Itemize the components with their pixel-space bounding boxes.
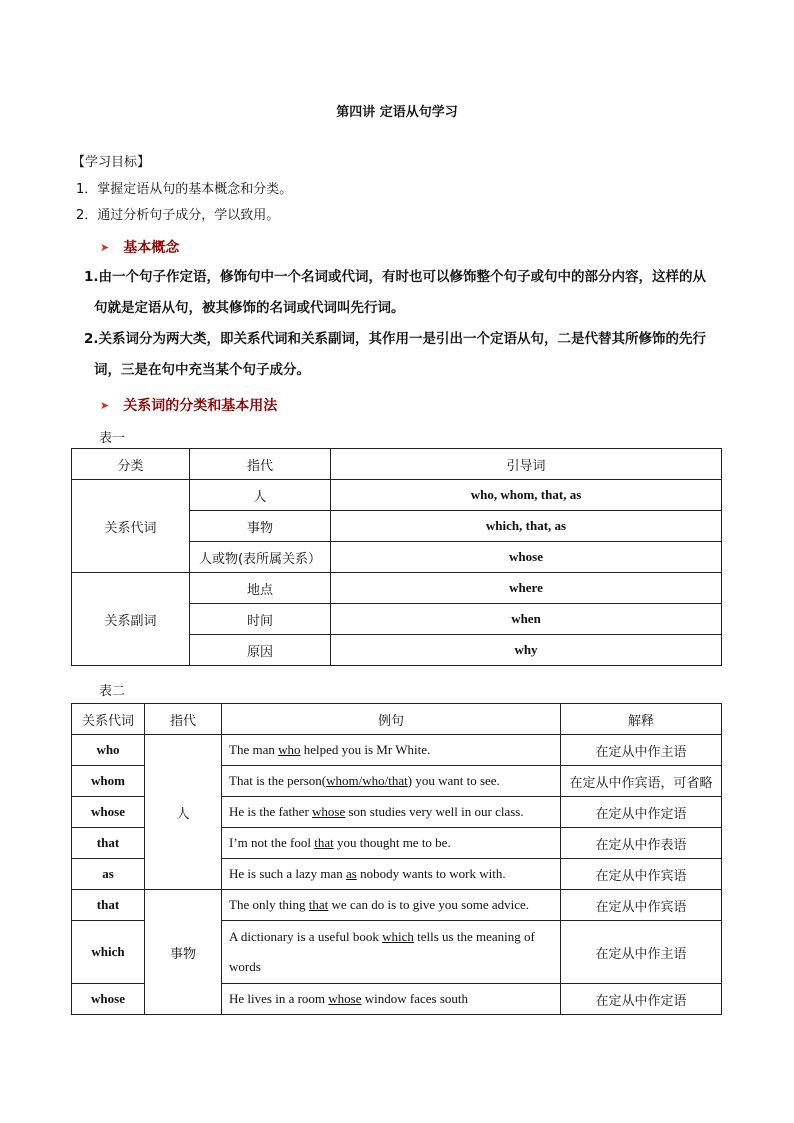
table-header-cell: 引导词 <box>331 449 722 480</box>
ref-cell: 地点 <box>190 573 331 604</box>
table-header-cell: 分类 <box>72 449 190 480</box>
example-text: I’m not the fool <box>229 835 315 850</box>
example-text: That is the person( <box>229 773 327 788</box>
pronoun-cell: whom <box>72 766 145 797</box>
note-cell: 在定从中作宾语 <box>561 859 722 890</box>
ref-cell: 人 <box>145 735 222 890</box>
example-text: He lives in a room <box>229 991 329 1006</box>
table-label: 表二 <box>99 684 126 699</box>
example-cell <box>222 828 561 859</box>
pronoun-cell: which <box>72 921 145 984</box>
example-text: helped you is Mr White. <box>300 742 431 757</box>
ref-cell: 时间 <box>190 604 331 635</box>
table-header-cell: 指代 <box>190 449 331 480</box>
example-relative-word: that <box>314 835 334 850</box>
example-text: nobody wants to work with. <box>356 866 506 881</box>
table-row <box>72 890 722 921</box>
pronoun-cell: who <box>72 735 145 766</box>
section-heading-label: 基本概念 <box>123 240 180 256</box>
words-cell: why <box>331 635 722 666</box>
section-heading-basic <box>100 237 179 257</box>
relative-words-table <box>71 448 722 666</box>
table-label: 表一 <box>99 431 126 446</box>
table-header-row <box>72 449 722 480</box>
ref-cell: 事物 <box>145 890 222 1015</box>
concept-paragraph <box>84 262 724 324</box>
example-cell <box>222 859 561 890</box>
relative-pronoun-examples-table <box>71 703 722 1015</box>
words-cell: when <box>331 604 722 635</box>
concept-line: 2.关系词分为两大类，即关系代词和关系副词，其作用一是引出一个定语从句，二是代替其所修饰的先行 <box>84 331 707 347</box>
ref-cell: 人或物(表所属关系） <box>190 542 331 573</box>
example-text: tells us the meaning of words <box>229 929 535 974</box>
example-text: ) you want to see. <box>407 773 500 788</box>
section-heading-relatives <box>100 395 277 415</box>
learning-goals-header: 【学习目标】 <box>72 155 151 170</box>
pronoun-cell: as <box>72 859 145 890</box>
example-text: son studies very well in our class. <box>345 804 524 819</box>
example-text: He is such a lazy man <box>229 866 346 881</box>
page-title: 第四讲 定语从句学习 <box>336 105 458 120</box>
ref-cell: 原因 <box>190 635 331 666</box>
table-header-cell: 关系代词 <box>72 704 145 735</box>
example-text: you thought me to be. <box>333 835 451 850</box>
example-text: The man <box>229 742 279 757</box>
table-header-cell: 指代 <box>145 704 222 735</box>
table-header-cell: 解释 <box>561 704 722 735</box>
example-relative-word: as <box>345 866 357 881</box>
words-cell: whose <box>331 542 722 573</box>
example-relative-word: whose <box>328 991 362 1006</box>
example-relative-word: whose <box>312 804 346 819</box>
example-text: He is the father <box>229 804 313 819</box>
example-cell <box>222 766 561 797</box>
note-cell: 在定从中作宾语 <box>561 890 722 921</box>
ref-cell: 人 <box>190 480 331 511</box>
section-heading-label: 关系词的分类和基本用法 <box>123 398 278 414</box>
concept-line: 句就是定语从句，被其修饰的名词或代词叫先行词。 <box>94 300 405 316</box>
goal-item: 1．掌握定语从句的基本概念和分类。 <box>76 182 293 197</box>
example-cell <box>222 890 561 921</box>
example-cell <box>222 921 561 984</box>
arrow-bullet-icon: ➤ <box>100 398 110 412</box>
example-relative-word: that <box>308 897 329 912</box>
concept-line: 词，三是在句中充当某个句子成分。 <box>94 362 310 378</box>
table-header-row <box>72 704 722 735</box>
example-text: The only thing <box>229 897 309 912</box>
group-cell: 关系代词 <box>72 480 190 573</box>
example-cell <box>222 735 561 766</box>
example-relative-word: which <box>382 929 414 944</box>
words-cell: which, that, as <box>331 511 722 542</box>
note-cell: 在定从中作主语 <box>561 921 722 984</box>
table-header-cell: 例句 <box>222 704 561 735</box>
pronoun-cell: whose <box>72 984 145 1015</box>
example-cell <box>222 984 561 1015</box>
concept-paragraph <box>84 324 724 386</box>
goal-item: 2．通过分析句子成分，学以致用。 <box>76 208 280 223</box>
pronoun-cell: whose <box>72 797 145 828</box>
pronoun-cell: that <box>72 890 145 921</box>
example-relative-word: whom/who/that <box>326 773 408 788</box>
example-relative-word: who <box>278 742 301 757</box>
note-cell: 在定从中作定语 <box>561 984 722 1015</box>
words-cell: who, whom, that, as <box>331 480 722 511</box>
table-row <box>72 573 722 604</box>
group-cell: 关系副词 <box>72 573 190 666</box>
example-cell <box>222 797 561 828</box>
example-text: window faces south <box>361 991 469 1006</box>
concept-line: 1.由一个句子作定语，修饰句中一个名词或代词，有时也可以修饰整个句子或句中的部分内容，这样的从 <box>84 269 707 285</box>
example-text: we can do is to give you some advice. <box>328 897 530 912</box>
note-cell: 在定从中作表语 <box>561 828 722 859</box>
table-row <box>72 480 722 511</box>
arrow-bullet-icon: ➤ <box>100 240 110 254</box>
note-cell: 在定从中作主语 <box>561 735 722 766</box>
note-cell: 在定从中作定语 <box>561 797 722 828</box>
note-cell: 在定从中作宾语，可省略 <box>561 766 722 797</box>
pronoun-cell: that <box>72 828 145 859</box>
ref-cell: 事物 <box>190 511 331 542</box>
words-cell: where <box>331 573 722 604</box>
table-row <box>72 735 722 766</box>
example-text: A dictionary is a useful book <box>229 929 383 944</box>
